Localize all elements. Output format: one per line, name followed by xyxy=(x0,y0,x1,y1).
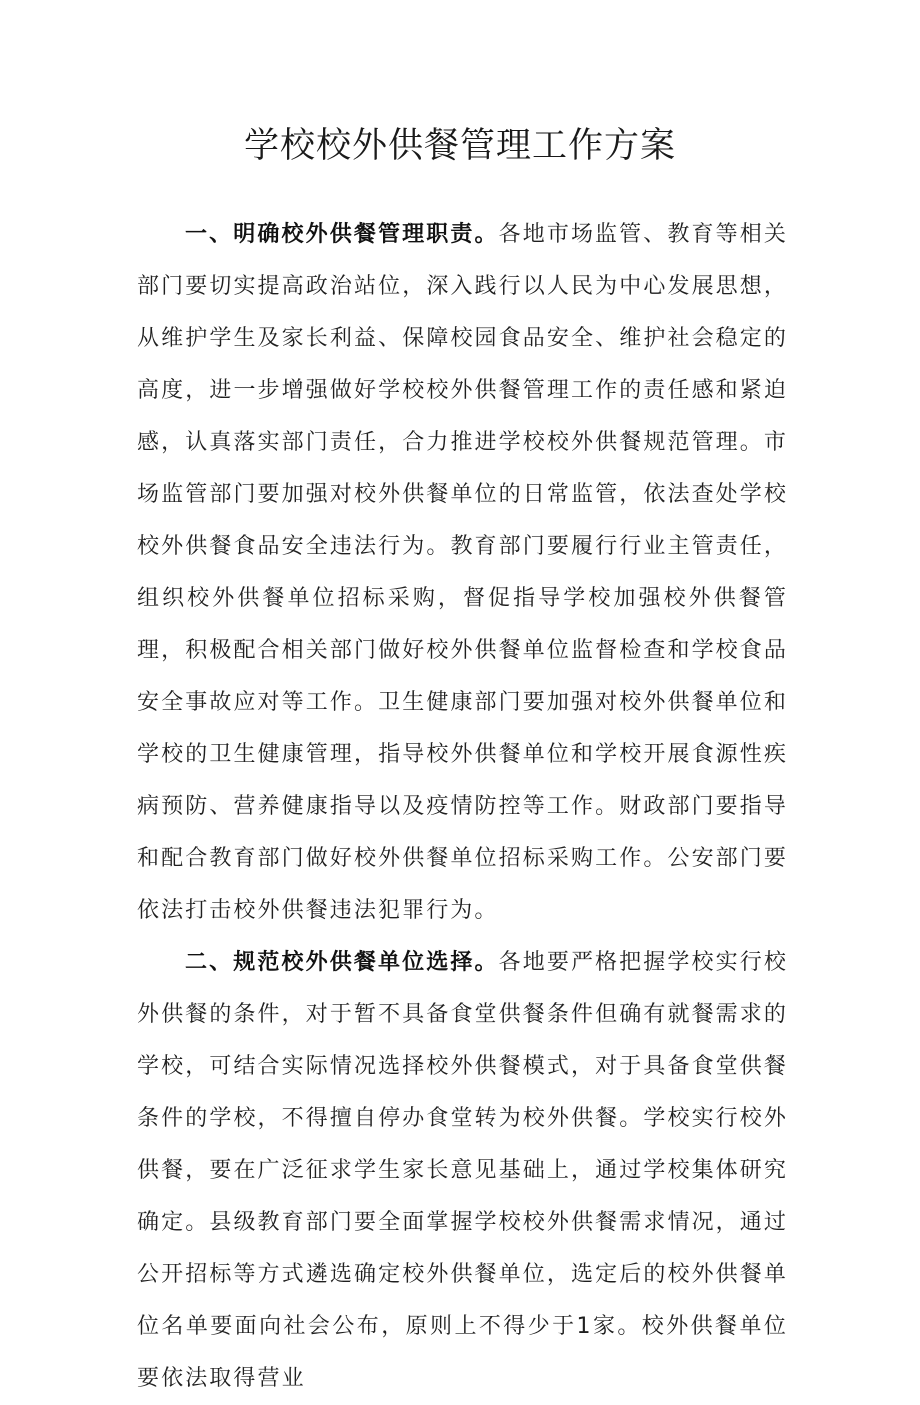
paragraph-2-heading: 二、规范校外供餐单位选择。 xyxy=(185,950,499,975)
document-title: 学校校外供餐管理工作方案 xyxy=(243,126,676,166)
paragraph-1 xyxy=(137,209,788,937)
paragraph-1-heading: 一、明确校外供餐管理职责。 xyxy=(185,222,499,247)
document-body xyxy=(137,209,788,1405)
paragraph-2-text: 各地要严格把握学校实行校外供餐的条件，对于暂不具备食堂供餐条件但确有就餐需求的学校，可结合实际情况选择校外供餐模式，对于具备食堂供餐条件的学校，不得擅自停办食堂转为校外供餐。学校实行校外供餐，要在广泛征求学生家长意见基础上，通过学校集体研究确定。县级教育部门要全面掌握学校校外供餐需求情况，通过公开招标等方式遴选确定校外供餐单位，选定后的校外供餐单位名单要面向社会公布，原则上不得少于1家。校外供餐单位要依法取得营业 xyxy=(137,950,789,1391)
paragraph-1-text: 各地市场监管、教育等相关部门要切实提高政治站位，深入践行以人民为中心发展思想，从维护学生及家长利益、保障校园食品安全、维护社会稳定的高度，进一步增强做好学校校外供餐管理工作的责任感和紧迫感，认真落实部门责任，合力推进学校校外供餐规范管理。市场监管部门要加强对校外供餐单位的日常监管，依法查处学校校外供餐食品安全违法行为。教育部门要履行行业主管责任，组织校外供餐单位招标采购，督促指导学校加强校外供餐管理，积极配合相关部门做好校外供餐单位监督检查和学校食品安全事故应对等工作。卫生健康部门要加强对校外供餐单位和学校的卫生健康管理，指导校外供餐单位和学校开展食源性疾病预防、营养健康指导以及疫情防控等工作。财政部门要指导和配合教育部门做好校外供餐单位招标采购工作。公安部门要依法打击校外供餐违法犯罪行为。 xyxy=(137,222,789,923)
paragraph-2 xyxy=(137,937,788,1405)
